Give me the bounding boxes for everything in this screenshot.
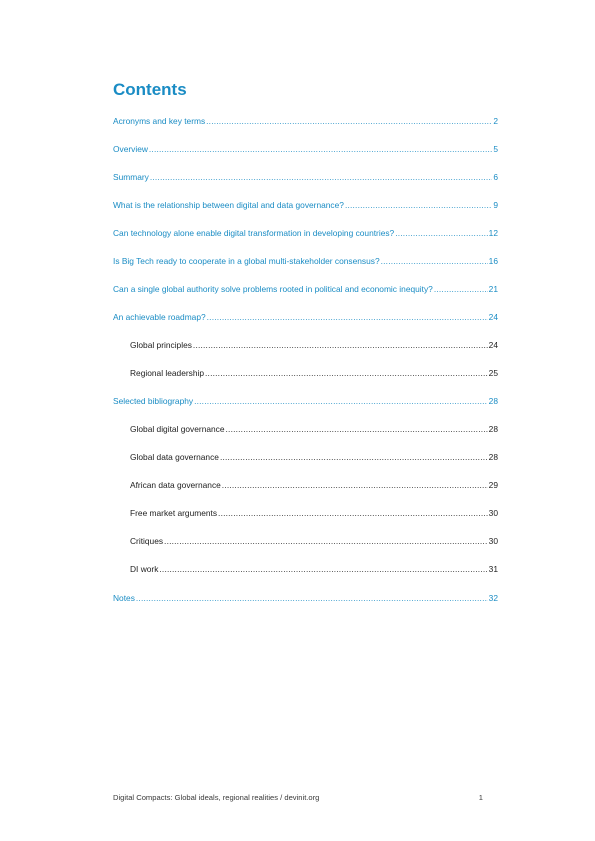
toc-entry[interactable] bbox=[113, 115, 498, 127]
toc-entry-label: Regional leadership bbox=[130, 368, 205, 378]
toc-leader-dots bbox=[207, 311, 488, 323]
toc-entry[interactable] bbox=[113, 171, 498, 183]
toc-leader-dots bbox=[159, 563, 487, 575]
toc-entry-page: 28 bbox=[488, 396, 498, 406]
toc-entry-page: 30 bbox=[488, 536, 498, 546]
toc-entry-label: Free market arguments bbox=[130, 508, 218, 518]
toc-entry-page: 24 bbox=[488, 340, 498, 350]
toc-entry-page: 32 bbox=[488, 593, 498, 603]
toc-leader-dots bbox=[222, 479, 488, 491]
toc-entry-page: 30 bbox=[488, 508, 498, 518]
toc-subentry[interactable] bbox=[130, 339, 498, 351]
toc-entry-page: 6 bbox=[493, 172, 498, 182]
toc-entry-label: Selected bibliography bbox=[113, 396, 194, 406]
toc-entry-page: 16 bbox=[488, 256, 498, 266]
toc-leader-dots bbox=[164, 535, 488, 547]
toc-leader-dots bbox=[136, 592, 488, 604]
toc-leader-dots bbox=[193, 339, 488, 351]
toc-entry-page: 5 bbox=[493, 144, 498, 154]
page-footer bbox=[113, 793, 483, 802]
toc-entry-label: Global digital governance bbox=[130, 424, 225, 434]
toc-entry-page: 9 bbox=[493, 200, 498, 210]
toc-entry-page: 2 bbox=[493, 116, 498, 126]
footer-text: Digital Compacts: Global ideals, regional realities / devinit.org bbox=[113, 793, 320, 802]
toc-entry[interactable] bbox=[113, 255, 498, 267]
toc-entry-label: Notes bbox=[113, 593, 135, 603]
toc-subentry[interactable] bbox=[130, 367, 498, 379]
toc-entry-label: African data governance bbox=[130, 480, 221, 490]
toc-entry-label: Global principles bbox=[130, 340, 192, 350]
toc-entry-page: 28 bbox=[488, 452, 498, 462]
toc-entry[interactable] bbox=[113, 311, 498, 323]
toc-leader-dots bbox=[226, 423, 488, 435]
toc-subentry[interactable] bbox=[130, 479, 498, 491]
toc-entry-label: An achievable roadmap? bbox=[113, 312, 206, 322]
toc-leader-dots bbox=[434, 283, 488, 295]
toc-entry-page: 29 bbox=[488, 480, 498, 490]
contents-title: Contents bbox=[113, 80, 187, 99]
toc-entry-label: Summary bbox=[113, 172, 149, 182]
toc-entry-label: Overview bbox=[113, 144, 148, 154]
toc-leader-dots bbox=[205, 367, 488, 379]
toc-entry-page: 12 bbox=[488, 228, 498, 238]
toc-entry-label: Critiques bbox=[130, 536, 164, 546]
toc-entry[interactable] bbox=[113, 592, 498, 604]
toc-leader-dots bbox=[194, 395, 488, 407]
toc-leader-dots bbox=[149, 143, 492, 155]
toc-subentry[interactable] bbox=[130, 423, 498, 435]
toc-subentry[interactable] bbox=[130, 563, 498, 575]
toc-entry[interactable] bbox=[113, 143, 498, 155]
toc-entry-page: 21 bbox=[488, 284, 498, 294]
toc-entry[interactable] bbox=[113, 395, 498, 407]
toc-entry-label: Is Big Tech ready to cooperate in a global multi-stakeholder consensus? bbox=[113, 256, 380, 266]
toc-leader-dots bbox=[220, 451, 488, 463]
toc-entry-page: 25 bbox=[488, 368, 498, 378]
toc-entry-page: 28 bbox=[488, 424, 498, 434]
toc-entry-label: DI work bbox=[130, 564, 159, 574]
toc-subentry[interactable] bbox=[130, 535, 498, 547]
toc-entry-label: Can a single global authority solve problems rooted in political and economic inequity? bbox=[113, 284, 433, 294]
toc-subentry[interactable] bbox=[130, 451, 498, 463]
footer-page-number: 1 bbox=[478, 793, 483, 802]
toc-leader-dots bbox=[206, 115, 492, 127]
toc-entry[interactable] bbox=[113, 199, 498, 211]
toc-entry-label: Can technology alone enable digital transformation in developing countries? bbox=[113, 228, 395, 238]
toc-leader-dots bbox=[218, 507, 488, 519]
toc-entry-label: What is the relationship between digital and data governance? bbox=[113, 200, 344, 210]
toc-leader-dots bbox=[395, 227, 487, 239]
toc-leader-dots bbox=[345, 199, 492, 211]
toc-leader-dots bbox=[150, 171, 492, 183]
toc-entry-label: Global data governance bbox=[130, 452, 219, 462]
toc-entry[interactable] bbox=[113, 283, 498, 295]
toc-entry-page: 24 bbox=[488, 312, 498, 322]
toc-leader-dots bbox=[381, 255, 488, 267]
toc-entry-label: Acronyms and key terms bbox=[113, 116, 206, 126]
toc-entry[interactable] bbox=[113, 227, 498, 239]
toc-subentry[interactable] bbox=[130, 507, 498, 519]
toc-entry-page: 31 bbox=[488, 564, 498, 574]
